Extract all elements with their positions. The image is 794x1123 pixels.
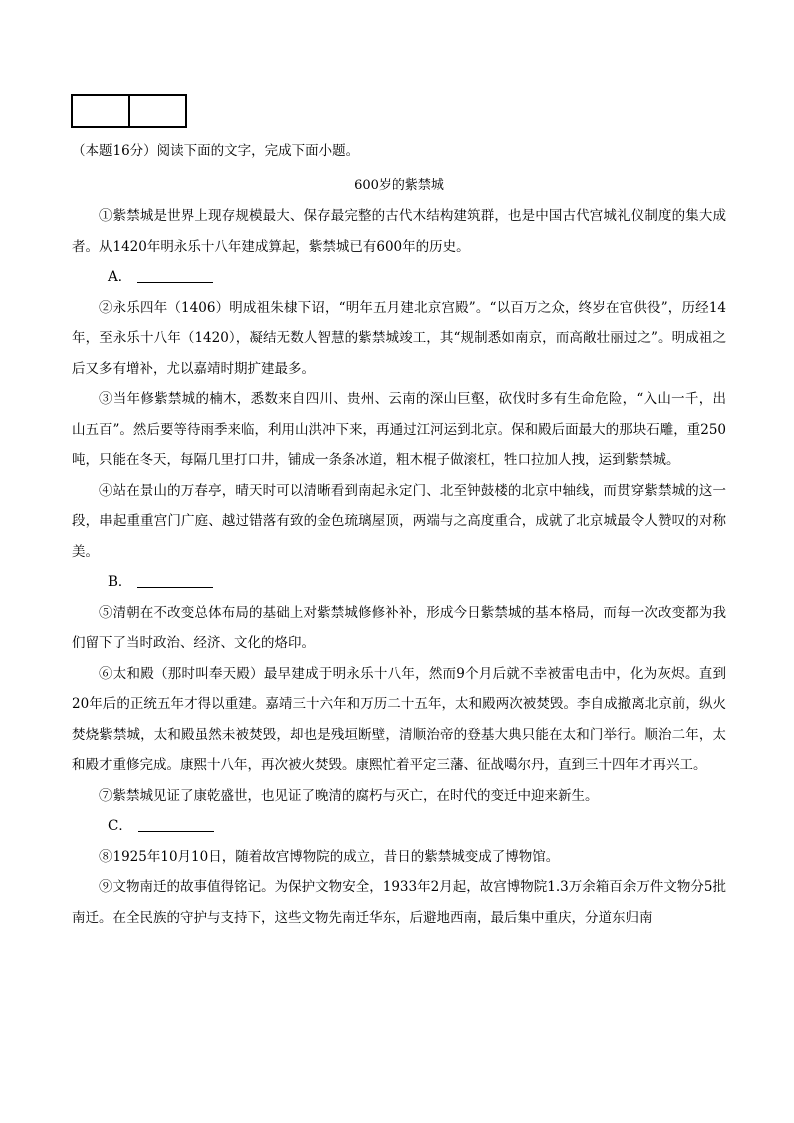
paragraph-3: ③当年修紫禁城的楠木，悉数来自四川、贵州、云南的深山巨壑，砍伐时多有生命危险，“入山一千，出山五百”。然后要等待雨季来临，利用山洪冲下来，再通过江河运到北京。保和殿后面最大的那块石雕，重250吨，只能在冬天，每隔几里打口井，铺成一条条冰道，粗木棍子做滚杠，牲口拉加人拽，运到紫禁城。 (72, 391, 726, 468)
paragraph-5: ⑤清朝在不改变总体布局的基础上对紫禁城修修补补，形成今日紫禁城的基本格局，而每一次改变都为我们留下了当时政治、经济、文化的烙印。 (72, 604, 726, 651)
paragraph-7: ⑦紫禁城见证了康乾盛世，也见证了晚清的腐朽与灭亡，在时代的变迁中迎来新生。 (99, 787, 599, 804)
blank-label-a: A． (108, 269, 132, 285)
blank-line-b (72, 567, 726, 598)
score-cell-label (73, 96, 128, 126)
score-box (71, 94, 187, 128)
reading-passage (72, 136, 726, 933)
answer-blank-b[interactable] (137, 573, 213, 588)
paragraph-4: ④站在景山的万春亭，晴天时可以清晰看到南起永定门、北至钟鼓楼的北京中轴线，而贯穿紫禁城的这一段，串起重重宫门广庭、越过错落有致的金色琉璃屋顶，两端与之高度重合，成就了北京城最令人赞叹的对称美。 (72, 482, 726, 560)
blank-label-b: B． (108, 574, 132, 590)
question-intro: （本题16分）阅读下面的文字，完成下面小题。 (72, 143, 360, 159)
score-cell-value (128, 96, 185, 126)
answer-blank-c[interactable] (138, 817, 214, 832)
paragraph-6: ⑥太和殿（那时叫奉天殿）最早建成于明永乐十八年，然而9个月后就不幸被雷电击中，化为灰烬。直到20年后的正统五年才得以重建。嘉靖三十六年和万历二十五年，太和殿两次被焚毁。李自成撤离北京前，纵火焚烧紫禁城，太和殿虽然未被焚毁，却也是残垣断壁，清顺治帝的登基大典只能在太和门举行。顺治二年，太和殿才重修完成。康熙十八年，再次被火焚毁。康熙忙着平定三藩、征战噶尔丹，直到三十四年才再兴工。 (72, 665, 726, 773)
paragraph-1: ①紫禁城是世界上现存规模最大、保存最完整的古代木结构建筑群，也是中国古代宫城礼仪制度的集大成者。从1420年明永乐十八年建成算起，紫禁城已有600年的历史。 (72, 208, 726, 255)
paragraph-2: ②永乐四年（1406）明成祖朱棣下诏，“明年五月建北京宫殿”。“以百万之众，终岁在官供役”，历经14年，至永乐十八年（1420），凝结无数人智慧的紫禁城竣工，其“规制悉如南京，而高敞壮丽过之”。明成祖之后又多有增补，尤以嘉靖时期扩建最多。 (72, 299, 726, 377)
paragraph-9: ⑨文物南迁的故事值得铭记。为保护文物安全，1933年2月起，故宫博物院1.3万余箱百余万件文物分5批南迁。在全民族的守护与支持下，这些文物先南迁华东，后避地西南，最后集中重庆，分道东归南 (72, 879, 726, 926)
paragraph-8: ⑧1925年10月10日，随着故宫博物院的成立，昔日的紫禁城变成了博物馆。 (99, 848, 560, 865)
blank-line-c (72, 811, 726, 842)
answer-blank-a[interactable] (137, 268, 213, 283)
blank-line-a (72, 262, 726, 293)
blank-label-c: C． (108, 818, 132, 834)
passage-title: 600岁的紫禁城 (354, 177, 444, 193)
